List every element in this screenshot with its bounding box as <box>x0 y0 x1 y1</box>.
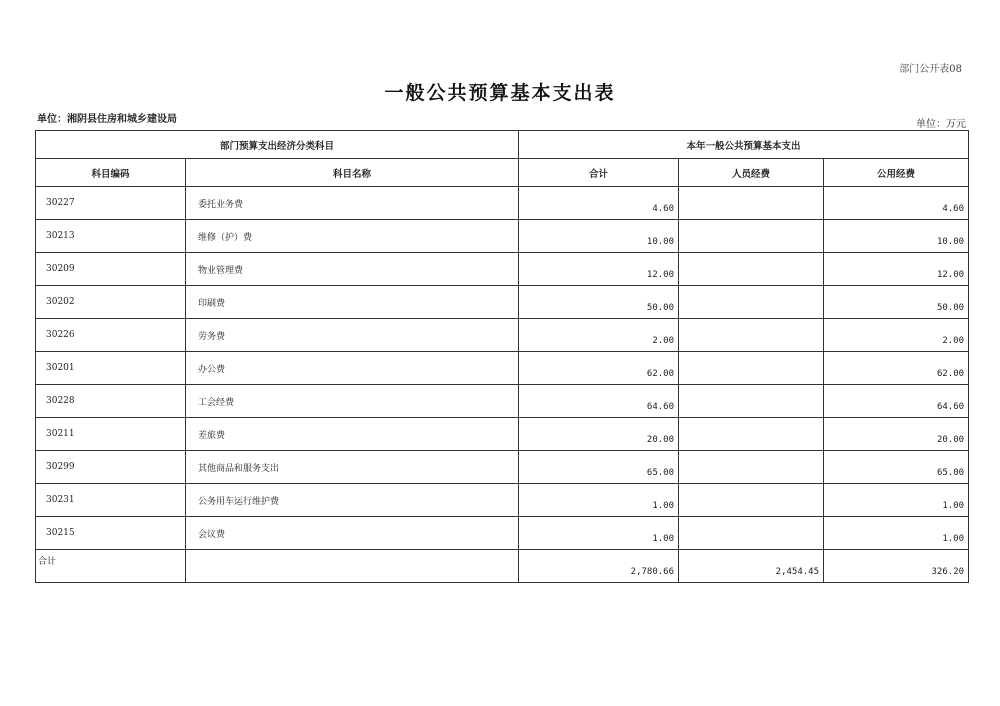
page-title: 一般公共预算基本支出表 <box>384 82 616 104</box>
header-personnel: 人员经费 <box>679 159 824 187</box>
row-personnel <box>679 418 824 451</box>
total-name <box>186 550 519 583</box>
row-public: 64.60 <box>824 385 969 418</box>
row-total: 20.00 <box>519 418 679 451</box>
row-personnel <box>679 253 824 286</box>
budget-table <box>35 130 969 583</box>
table-row <box>36 451 969 484</box>
table-row <box>36 484 969 517</box>
row-personnel <box>679 319 824 352</box>
row-total: 50.00 <box>519 286 679 319</box>
row-name: 维修（护）费 <box>186 220 519 253</box>
row-public: 65.00 <box>824 451 969 484</box>
row-name: 其他商品和服务支出 <box>186 451 519 484</box>
total-label: 合计 <box>36 550 186 583</box>
row-name: 会议费 <box>186 517 519 550</box>
table-row <box>36 187 969 220</box>
row-personnel <box>679 385 824 418</box>
row-code: 30213 <box>36 220 186 253</box>
header-group-classification: 部门预算支出经济分类科目 <box>36 131 519 159</box>
unit-organization: 单位：湘阴县住房和城乡建设局 <box>37 114 177 125</box>
row-personnel <box>679 352 824 385</box>
row-public: 50.00 <box>824 286 969 319</box>
row-total: 4.60 <box>519 187 679 220</box>
row-code: 30215 <box>36 517 186 550</box>
row-total: 2.00 <box>519 319 679 352</box>
row-code: 30231 <box>36 484 186 517</box>
row-code: 30227 <box>36 187 186 220</box>
table-row <box>36 319 969 352</box>
row-code: 30299 <box>36 451 186 484</box>
row-name: 差旅费 <box>186 418 519 451</box>
table-row <box>36 517 969 550</box>
row-name: 委托业务费 <box>186 187 519 220</box>
row-name: 物业管理费 <box>186 253 519 286</box>
row-name: 印刷费 <box>186 286 519 319</box>
table-row <box>36 352 969 385</box>
row-total: 12.00 <box>519 253 679 286</box>
row-total: 1.00 <box>519 517 679 550</box>
header-code: 科目编码 <box>36 159 186 187</box>
row-code: 30201 <box>36 352 186 385</box>
row-name: 公务用车运行维护费 <box>186 484 519 517</box>
table-row <box>36 385 969 418</box>
row-total: 62.00 <box>519 352 679 385</box>
header-name: 科目名称 <box>186 159 519 187</box>
total-total: 2,780.66 <box>519 550 679 583</box>
row-code: 30211 <box>36 418 186 451</box>
row-public: 1.00 <box>824 484 969 517</box>
table-row <box>36 418 969 451</box>
row-total: 65.00 <box>519 451 679 484</box>
row-name: 工会经费 <box>186 385 519 418</box>
row-public: 62.00 <box>824 352 969 385</box>
row-code: 30228 <box>36 385 186 418</box>
header-group-expenditure: 本年一般公共预算基本支出 <box>519 131 969 159</box>
form-number: 部门公开表08 <box>899 64 962 75</box>
row-total: 64.60 <box>519 385 679 418</box>
header-public: 公用经费 <box>824 159 969 187</box>
row-total: 10.00 <box>519 220 679 253</box>
row-name: 办公费 <box>186 352 519 385</box>
row-public: 4.60 <box>824 187 969 220</box>
row-personnel <box>679 517 824 550</box>
unit-currency: 单位：万元 <box>916 119 966 130</box>
table-row <box>36 253 969 286</box>
row-public: 12.00 <box>824 253 969 286</box>
table-row <box>36 220 969 253</box>
row-personnel <box>679 187 824 220</box>
total-public: 326.20 <box>824 550 969 583</box>
total-row <box>36 550 969 583</box>
row-public: 20.00 <box>824 418 969 451</box>
row-name: 劳务费 <box>186 319 519 352</box>
row-total: 1.00 <box>519 484 679 517</box>
row-code: 30226 <box>36 319 186 352</box>
row-personnel <box>679 286 824 319</box>
row-public: 1.00 <box>824 517 969 550</box>
total-personnel: 2,454.45 <box>679 550 824 583</box>
row-code: 30209 <box>36 253 186 286</box>
row-personnel <box>679 451 824 484</box>
table-row <box>36 286 969 319</box>
row-public: 10.00 <box>824 220 969 253</box>
header-total: 合计 <box>519 159 679 187</box>
row-personnel <box>679 220 824 253</box>
row-personnel <box>679 484 824 517</box>
row-public: 2.00 <box>824 319 969 352</box>
row-code: 30202 <box>36 286 186 319</box>
